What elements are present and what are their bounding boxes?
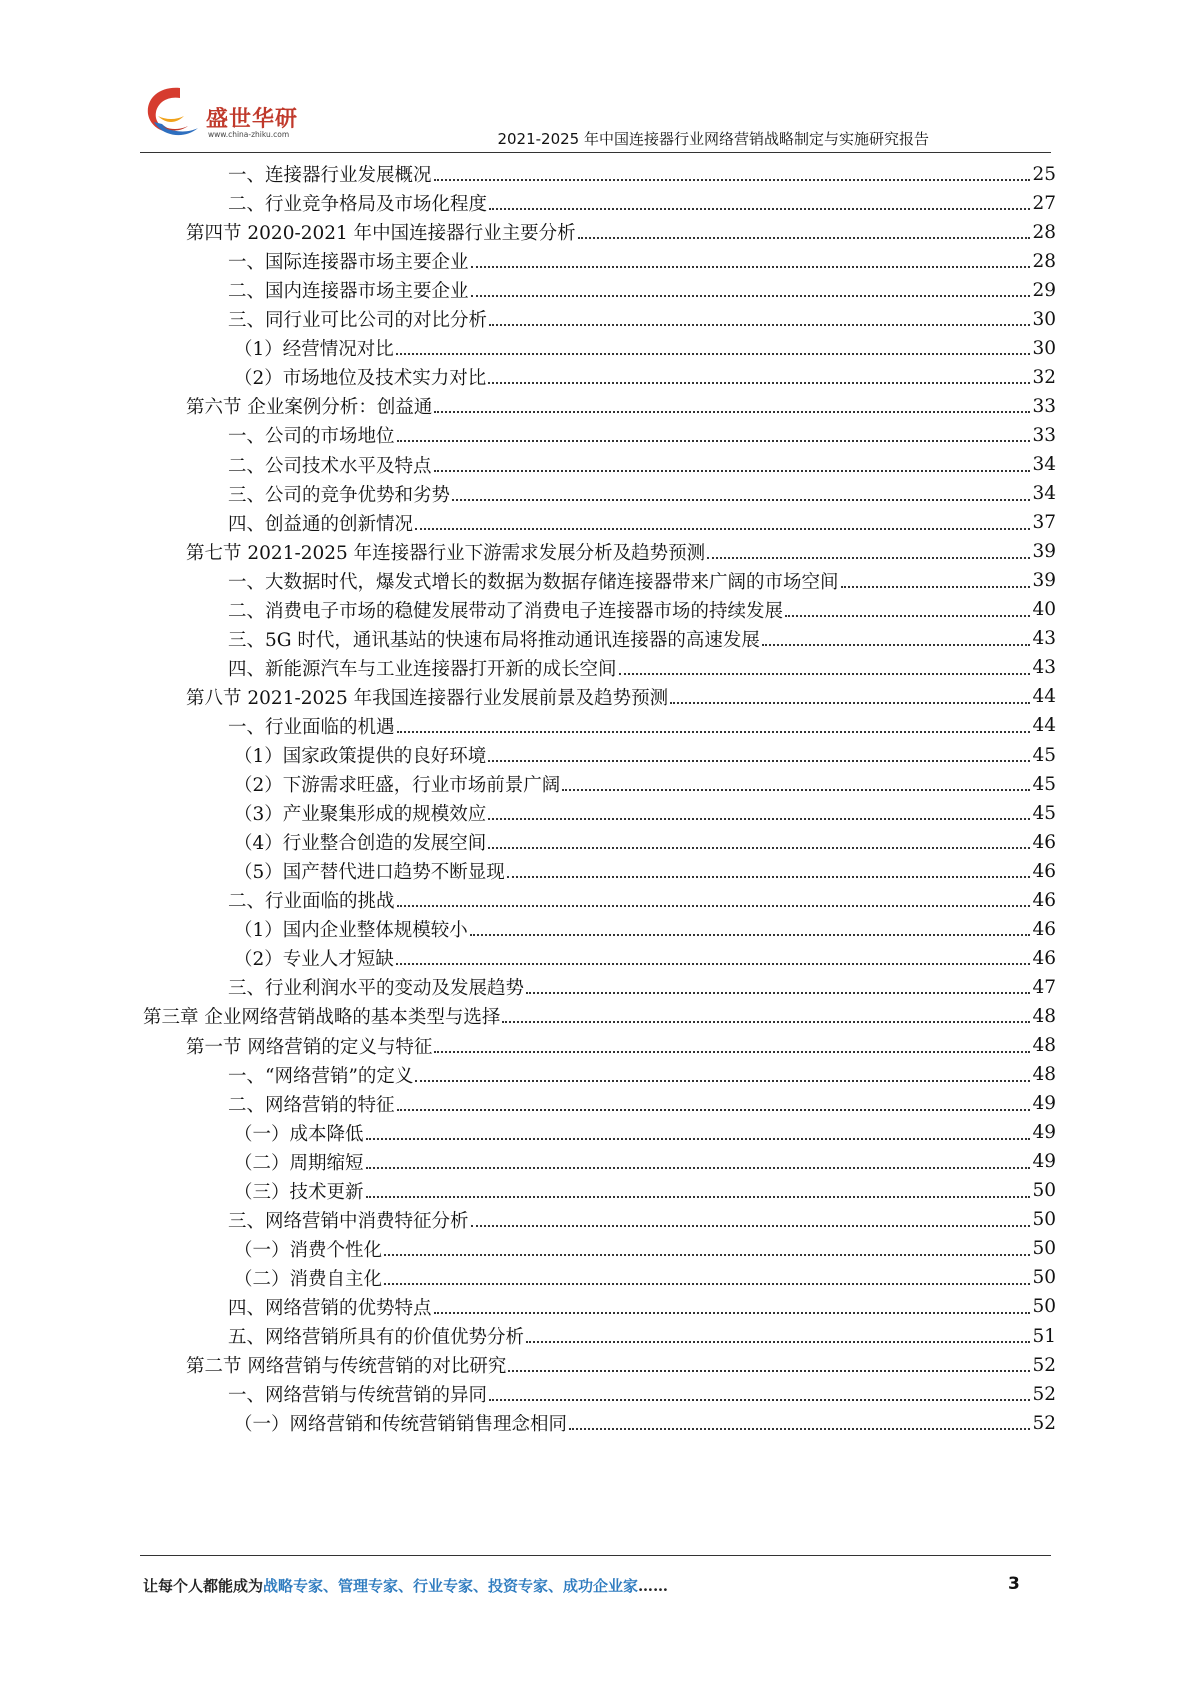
toc-entry-page: 52 [1032,1383,1056,1405]
toc-entry[interactable] [228,1060,1056,1090]
toc-dot-leader [471,295,1031,297]
toc-entry-page: 39 [1032,570,1056,592]
toc-entry[interactable] [186,1350,1056,1380]
toc-dot-leader [488,847,1030,849]
toc-entry-title: （5）国产替代进口趋势不断显现 [234,862,505,884]
toc-entry-page: 29 [1032,279,1056,301]
toc-entry-title: 第六节 企业案例分析：创益通 [186,397,433,419]
toc-entry-page: 49 [1032,1151,1056,1173]
toc-entry-title: 第一节 网络营销的定义与特征 [186,1036,433,1058]
toc-entry[interactable] [234,740,1056,770]
toc-entry-page: 48 [1032,1035,1056,1056]
toc-entry-page: 39 [1032,541,1056,563]
toc-entry-page: 32 [1032,366,1056,388]
toc-dot-leader [434,179,1031,181]
toc-dot-leader [569,1428,1030,1430]
toc-entry[interactable] [228,479,1056,509]
toc-entry-page: 49 [1032,1122,1056,1144]
footer-slogan-highlight: 战略专家、管理专家、行业专家、投资专家、成功企业家 [263,1577,639,1595]
toc-dot-leader [396,963,1031,965]
toc-dot-leader [471,266,1031,268]
toc-entry-title: 二、网络营销的特征 [228,1094,395,1116]
toc-dot-leader [785,615,1030,617]
toc-entry-title: （1）国家政策提供的良好环境 [234,746,487,767]
toc-entry-title: 二、消费电子市场的稳健发展带动了消费电子连接器市场的持续发展 [228,600,784,622]
toc-entry[interactable] [228,711,1056,741]
toc-entry-title: 二、国内连接器市场主要企业 [228,281,469,303]
toc-entry-page: 50 [1032,1180,1056,1202]
toc-dot-leader [366,1167,1031,1169]
toc-entry-page: 30 [1032,308,1056,330]
toc-entry-title: 一、行业面临的机遇 [228,716,395,738]
toc-dot-leader [384,1254,1030,1256]
toc-entry[interactable] [228,885,1056,915]
toc-entry[interactable] [186,1031,1056,1061]
toc-entry-page: 33 [1032,395,1056,417]
toc-entry[interactable] [228,304,1056,334]
toc-dot-leader [396,353,1031,355]
toc-entry-title: 一、国际连接器市场主要企业 [228,252,469,274]
toc-entry-page: 50 [1032,1238,1056,1260]
toc-entry[interactable] [228,188,1056,218]
toc-entry[interactable] [228,508,1056,538]
toc-dot-leader [619,673,1031,675]
toc-entry-title: 二、行业面临的挑战 [228,891,395,913]
toc-entry-title: 一、“网络营销”的定义 [228,1065,414,1087]
toc-entry[interactable] [234,1176,1056,1206]
toc-entry[interactable] [143,1001,1056,1031]
footer-slogan-suffix: …… [638,1577,669,1595]
toc-dot-leader [507,876,1031,878]
toc-entry-title: （三）技术更新 [234,1181,364,1203]
toc-entry-title: 第七节 2021-2025 年连接器行业下游需求发展分析及趋势预测 [186,542,706,564]
toc-entry-title: 五、网络营销所具有的价值优势分析 [228,1327,525,1348]
toc-entry-title: （3）产业聚集形成的规模效应 [234,804,487,826]
toc-entry[interactable] [234,914,1056,944]
toc-entry[interactable] [186,217,1056,247]
toc-entry-page: 48 [1032,1064,1056,1086]
toc-dot-leader [489,1399,1030,1401]
toc-entry-title: 二、公司技术水平及特点 [228,455,432,477]
logo-name: 盛世华研 [206,107,299,132]
footer-slogan-prefix: 让每个人都能成为 [143,1577,264,1595]
toc-dot-leader [366,1196,1031,1198]
toc-entry[interactable] [228,159,1056,189]
toc-entry[interactable] [234,856,1056,886]
toc-entry-page: 46 [1032,860,1056,882]
toc-entry-page: 28 [1032,250,1056,272]
toc-dot-leader [366,1138,1031,1140]
toc-entry-page: 33 [1032,424,1056,446]
toc-dot-leader [415,1080,1030,1082]
toc-entry-page: 52 [1032,1354,1056,1376]
toc-dot-leader [502,1021,1030,1023]
toc-dot-leader [488,760,1030,762]
toc-entry-page: 44 [1032,715,1056,737]
toc-entry-page: 47 [1032,976,1056,998]
toc-dot-leader [434,470,1031,472]
toc-entry-title: （一）消费个性化 [234,1239,383,1261]
toc-entry-page: 45 [1032,802,1056,824]
toc-entry[interactable] [234,798,1056,828]
toc-entry[interactable] [228,450,1056,480]
toc-entry[interactable] [234,769,1056,799]
toc-dot-leader [434,1051,1030,1053]
toc-entry[interactable] [234,1408,1056,1438]
toc-dot-leader [384,1283,1030,1285]
toc-entry-page: 50 [1032,1209,1056,1231]
toc-entry-page: 34 [1032,483,1056,505]
toc-entry[interactable] [186,682,1056,712]
toc-entry-page: 46 [1032,918,1056,940]
toc-entry-page: 25 [1032,163,1056,185]
report-title: 2021-2025 年中国连接器行业网络营销战略制定与实施研究报告 [497,130,929,148]
toc-entry-page: 46 [1032,889,1056,911]
toc-entry[interactable] [234,1263,1056,1293]
toc-entry-page: 43 [1032,628,1056,650]
toc-entry-page: 50 [1032,1267,1056,1289]
toc-dot-leader [526,1341,1030,1343]
toc-entry-title: 三、同行业可比公司的对比分析 [228,310,488,332]
toc-entry[interactable] [228,653,1056,683]
toc-dot-leader [670,702,1030,704]
toc-entry-page: 49 [1032,1093,1056,1115]
toc-dot-leader [397,905,1031,907]
toc-dot-leader [762,644,1031,646]
toc-dot-leader [452,499,1030,501]
toc-entry-page: 43 [1032,657,1056,679]
toc-entry[interactable] [228,246,1056,276]
toc-entry-title: 第三章 企业网络营销战略的基本类型与选择 [143,1007,501,1029]
toc-entry[interactable] [228,1379,1056,1409]
toc-dot-leader [434,1312,1031,1314]
logo-swirl-icon [140,82,210,142]
toc-entry-title: （二）消费自主化 [234,1268,383,1290]
toc-entry-title: （一）成本降低 [234,1123,364,1145]
toc-entry[interactable] [228,1089,1056,1119]
toc-entry-page: 37 [1032,512,1056,534]
toc-entry-title: （2）专业人才短缺 [234,949,394,971]
footer-slogan [143,1575,668,1596]
toc-entry-title: 第八节 2021-2025 年我国连接器行业发展前景及趋势预测 [186,687,669,709]
toc-entry-page: 34 [1032,454,1056,475]
toc-entry-page: 40 [1032,599,1056,621]
toc-dot-leader [489,208,1030,210]
toc-entry-title: （1）经营情况对比 [234,339,394,361]
toc-entry[interactable] [228,972,1056,1002]
toc-entry[interactable] [228,275,1056,305]
toc-entry-title: （一）网络营销和传统营销销售理念相同 [234,1414,568,1436]
toc-entry[interactable] [228,1321,1056,1351]
toc-dot-leader [397,731,1031,733]
header-divider [140,152,1051,153]
page-header [0,0,1191,150]
toc-entry[interactable] [228,1205,1056,1235]
toc-entry-page: 46 [1032,831,1056,853]
toc-entry[interactable] [186,391,1056,421]
toc-entry-page: 51 [1032,1325,1056,1347]
toc-dot-leader [526,992,1030,994]
toc-entry-page: 45 [1032,744,1056,766]
toc-entry-title: 四、网络营销的优势特点 [228,1297,432,1319]
toc-entry[interactable] [228,595,1056,625]
toc-entry[interactable] [228,1292,1056,1322]
toc-entry[interactable] [234,1234,1056,1264]
toc-dot-leader [562,789,1030,791]
toc-entry-page: 48 [1032,1005,1056,1027]
toc-entry[interactable] [186,537,1056,567]
toc-entry[interactable] [228,566,1056,596]
footer-divider [140,1555,1051,1556]
toc-entry-page: 45 [1032,773,1056,795]
toc-entry-title: （1）国内企业整体规模较小 [234,920,468,942]
toc-entry-page: 28 [1032,221,1056,243]
toc-entry[interactable] [228,624,1056,654]
toc-entry-title: （2）市场地位及技术实力对比 [234,368,487,390]
toc-dot-leader [578,237,1031,239]
toc-entry-title: 三、公司的竞争优势和劣势 [228,484,451,506]
toc-entry-title: 三、行业利润水平的变动及发展趋势 [228,978,525,1000]
toc-entry[interactable] [228,420,1056,450]
toc-dot-leader [471,1225,1031,1227]
toc-entry-page: 27 [1032,192,1056,214]
toc-dot-leader [397,1109,1031,1111]
toc-dot-leader [397,440,1031,442]
toc-entry[interactable] [234,1147,1056,1177]
toc-entry-title: （二）周期缩短 [234,1152,364,1174]
toc-entry-title: 一、连接器行业发展概况 [228,165,432,186]
toc-dot-leader [489,324,1030,326]
toc-entry-title: （2）下游需求旺盛，行业市场前景广阔 [234,775,561,797]
toc-dot-leader [488,382,1030,384]
toc-entry-title: 二、行业竞争格局及市场化程度 [228,194,488,216]
toc-dot-leader [415,528,1030,530]
toc-entry-title: 三、网络营销中消费特征分析 [228,1210,469,1232]
toc-entry-title: 三、5G 时代，通讯基站的快速布局将推动通讯连接器的高速发展 [228,629,760,651]
toc-entry-title: 一、公司的市场地位 [228,426,395,448]
toc-entry-title: （4）行业整合创造的发展空间 [234,833,487,855]
toc-dot-leader [707,557,1030,559]
toc-dot-leader [841,586,1031,588]
toc-dot-leader [434,411,1030,413]
logo-url: www.china-zhiku.com [208,130,290,139]
toc-entry-title: 一、网络营销与传统营销的异同 [228,1385,488,1407]
company-logo [140,82,310,152]
toc-entry-title: 第四节 2020-2021 年中国连接器行业主要分析 [186,223,576,245]
toc-entry-title: 第二节 网络营销与传统营销的对比研究 [186,1356,507,1378]
toc-entry-title: 四、创益通的创新情况 [228,513,414,535]
toc-entry-page: 52 [1032,1412,1056,1434]
toc-entry[interactable] [234,1118,1056,1148]
toc-dot-leader [488,818,1030,820]
toc-entry-page: 46 [1032,947,1056,969]
toc-entry-page: 44 [1032,686,1056,708]
toc-entry-title: 四、新能源汽车与工业连接器打开新的成长空间 [228,658,617,680]
toc-entry[interactable] [234,362,1056,392]
toc-dot-leader [470,934,1031,936]
toc-entry-page: 50 [1032,1296,1056,1318]
toc-entry-page: 30 [1032,337,1056,359]
toc-dot-leader [508,1370,1030,1372]
toc-entry[interactable] [234,827,1056,857]
toc-entry[interactable] [234,333,1056,363]
page-number: 3 [1008,1574,1020,1594]
toc-entry[interactable] [234,943,1056,973]
toc-entry-title: 一、大数据时代，爆发式增长的数据为数据存储连接器带来广阔的市场空间 [228,571,839,593]
